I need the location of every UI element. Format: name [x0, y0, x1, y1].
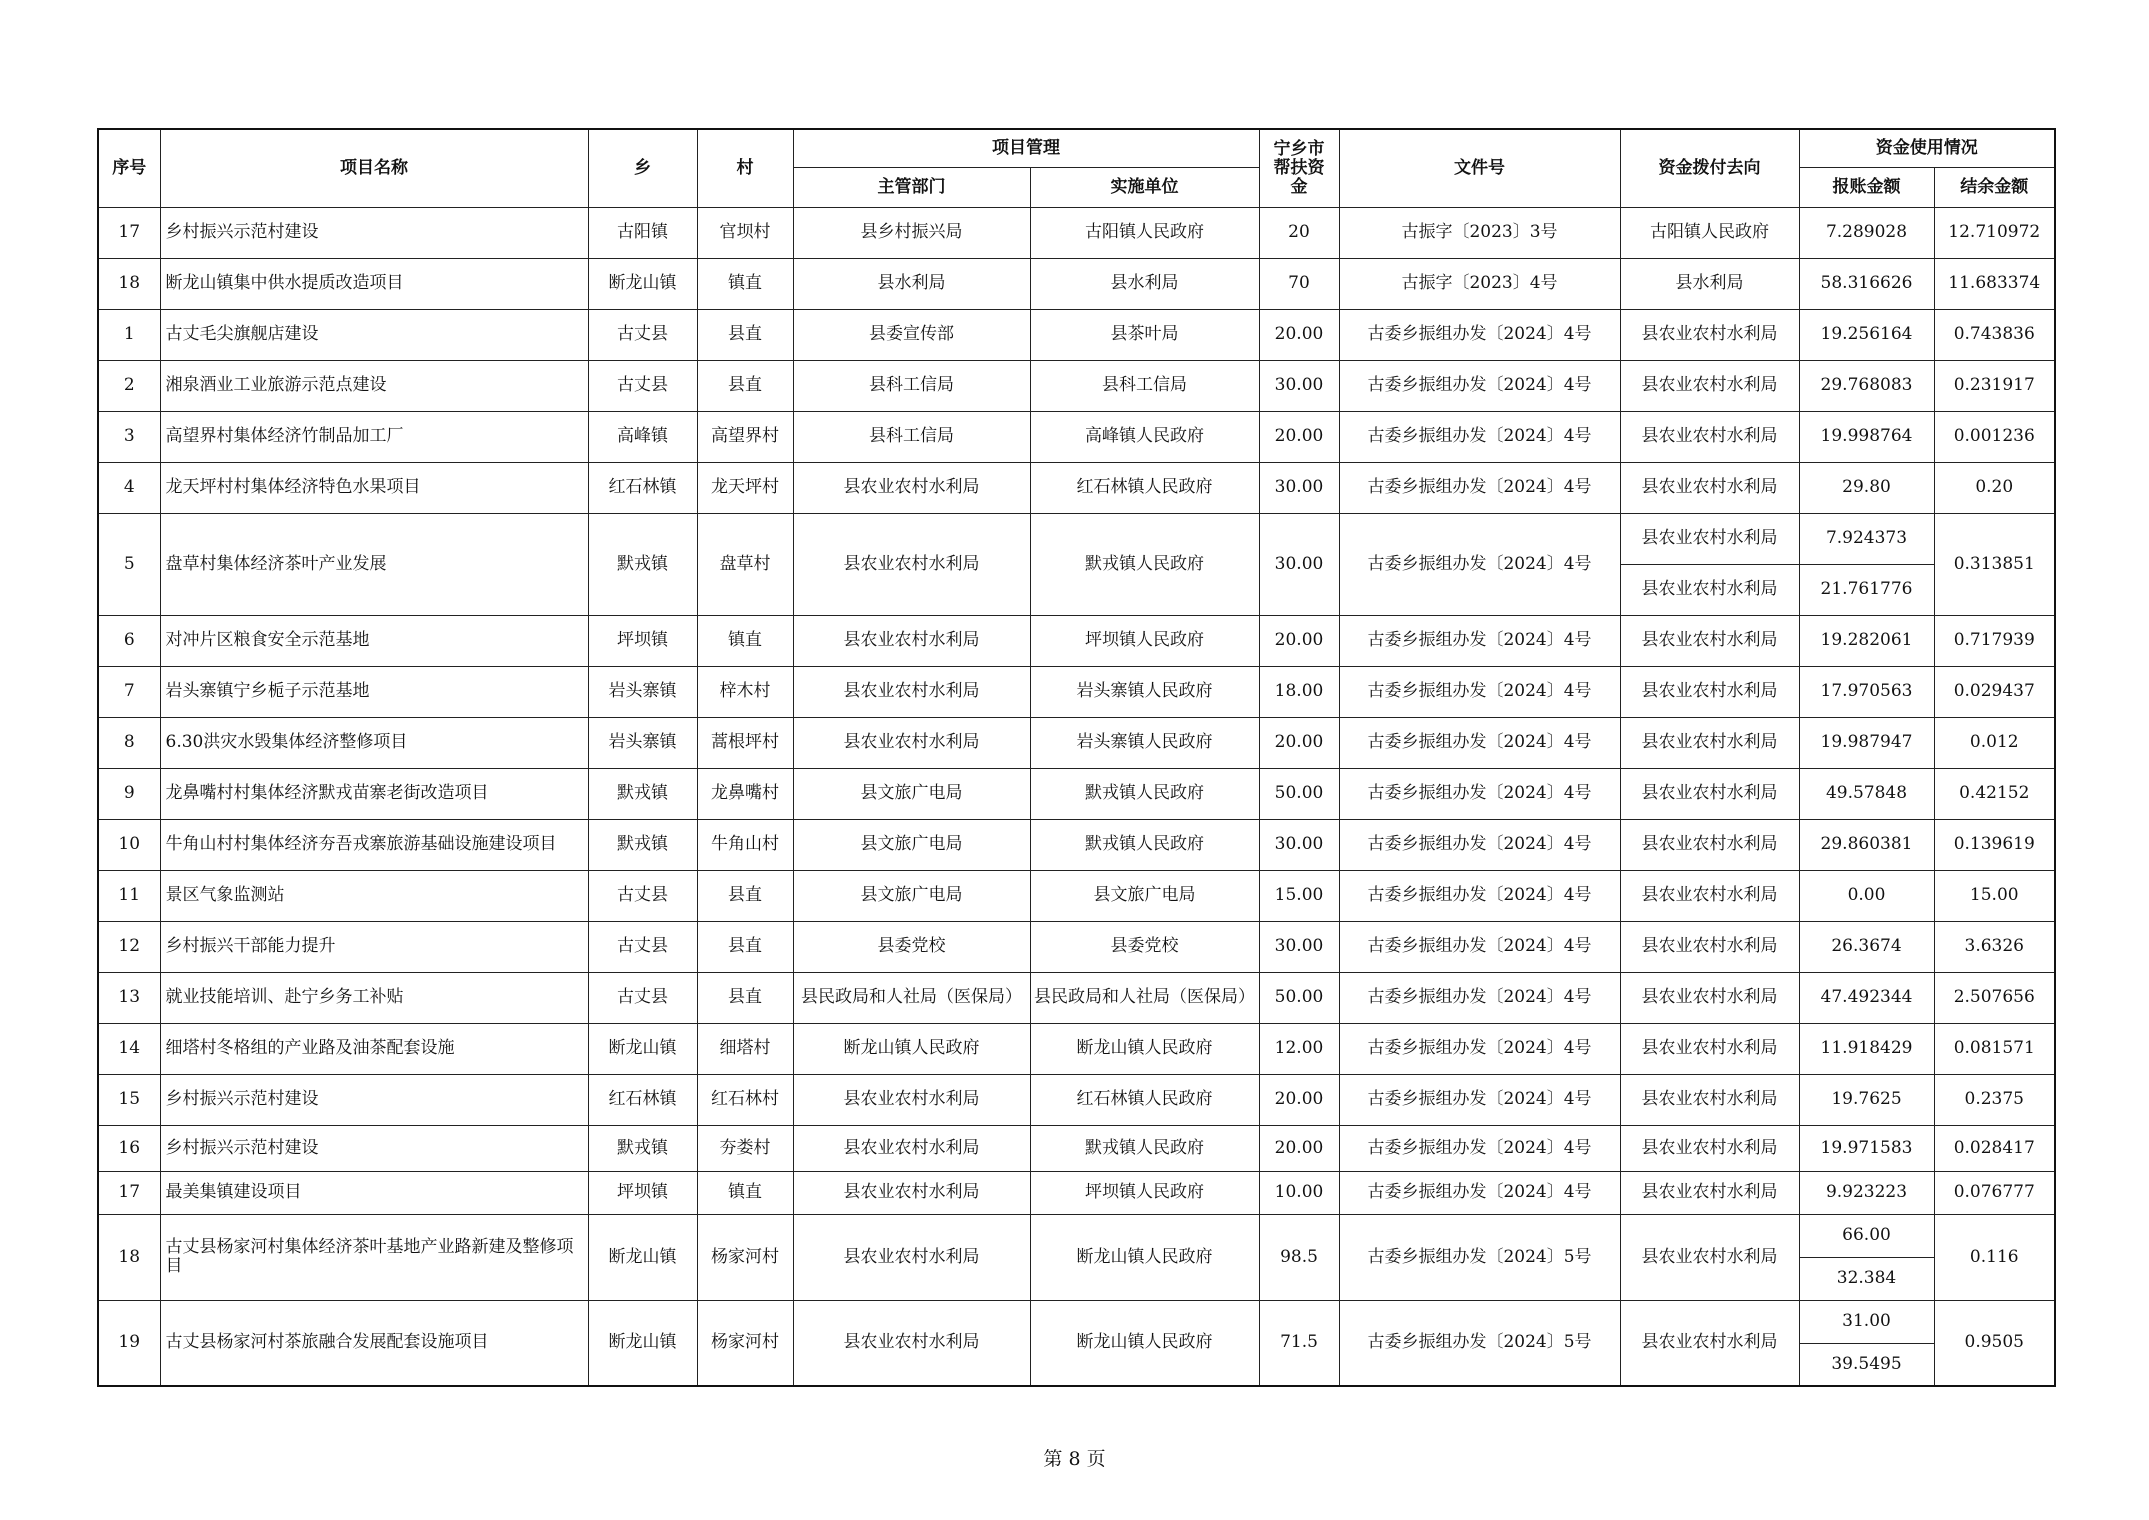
row-village: 镇直 — [697, 258, 793, 309]
row-implementing-unit: 断龙山镇人民政府 — [1030, 1214, 1259, 1300]
page-number: 第 8 页 — [1043, 1448, 1106, 1470]
row-township: 断龙山镇 — [588, 1300, 697, 1386]
row-department: 县乡村振兴局 — [793, 207, 1030, 258]
row-department: 县农业农村水利局 — [793, 1125, 1030, 1171]
row-department: 县科工信局 — [793, 360, 1030, 411]
row-balance-amount: 3.6326 — [1934, 921, 2055, 972]
row-balance-amount: 0.116 — [1934, 1214, 2055, 1300]
row-fund-destination: 县农业农村水利局 — [1620, 360, 1799, 411]
row-seq: 7 — [98, 666, 160, 717]
table-row — [98, 309, 2055, 360]
row-project-name: 最美集镇建设项目 — [160, 1171, 588, 1214]
row-project-name: 断龙山镇集中供水提质改造项目 — [160, 258, 588, 309]
row-paid-amount: 31.00 — [1799, 1300, 1934, 1343]
row-project-name: 乡村振兴示范村建设 — [160, 207, 588, 258]
row-balance-amount: 0.076777 — [1934, 1171, 2055, 1214]
row-balance-amount: 0.313851 — [1934, 513, 2055, 615]
row-seq: 5 — [98, 513, 160, 615]
row-project-name: 乡村振兴示范村建设 — [160, 1125, 588, 1171]
table-row — [98, 615, 2055, 666]
row-document-number: 古委乡振组办发〔2024〕4号 — [1339, 1171, 1620, 1214]
row-seq: 2 — [98, 360, 160, 411]
row-fund-destination: 县农业农村水利局 — [1620, 768, 1799, 819]
row-project-name: 乡村振兴干部能力提升 — [160, 921, 588, 972]
row-paid-amount: 58.316626 — [1799, 258, 1934, 309]
row-fund-destination: 县农业农村水利局 — [1620, 1171, 1799, 1214]
row-document-number: 古委乡振组办发〔2024〕4号 — [1339, 513, 1620, 615]
row-balance-amount: 0.42152 — [1934, 768, 2055, 819]
row-balance-amount: 2.507656 — [1934, 972, 2055, 1023]
row-paid-amount: 19.971583 — [1799, 1125, 1934, 1171]
row-paid-amount: 17.970563 — [1799, 666, 1934, 717]
row-seq: 12 — [98, 921, 160, 972]
row-township: 默戎镇 — [588, 513, 697, 615]
row-village: 县直 — [697, 360, 793, 411]
row-fund-destination: 县农业农村水利局 — [1620, 513, 1799, 564]
table-row — [98, 717, 2055, 768]
row-department: 县农业农村水利局 — [793, 1214, 1030, 1300]
row-fund-destination: 县农业农村水利局 — [1620, 870, 1799, 921]
row-village: 杨家河村 — [697, 1214, 793, 1300]
row-document-number: 古委乡振组办发〔2024〕4号 — [1339, 819, 1620, 870]
row-fund-destination: 县水利局 — [1620, 258, 1799, 309]
table-row — [98, 411, 2055, 462]
header-project-name: 项目名称 — [160, 129, 588, 207]
row-fund: 30.00 — [1259, 513, 1339, 615]
row-township: 古丈县 — [588, 921, 697, 972]
table-row — [98, 972, 2055, 1023]
row-township: 默戎镇 — [588, 819, 697, 870]
row-document-number: 古委乡振组办发〔2024〕4号 — [1339, 615, 1620, 666]
row-paid-amount: 19.256164 — [1799, 309, 1934, 360]
row-seq: 4 — [98, 462, 160, 513]
row-balance-amount: 0.231917 — [1934, 360, 2055, 411]
row-village: 龙鼻嘴村 — [697, 768, 793, 819]
row-department: 县农业农村水利局 — [793, 462, 1030, 513]
row-township: 古阳镇 — [588, 207, 697, 258]
row-document-number: 古振字〔2023〕3号 — [1339, 207, 1620, 258]
header-department: 主管部门 — [793, 167, 1030, 207]
row-document-number: 古委乡振组办发〔2024〕4号 — [1339, 1074, 1620, 1125]
row-fund-destination: 县农业农村水利局 — [1620, 972, 1799, 1023]
row-seq: 9 — [98, 768, 160, 819]
row-document-number: 古振字〔2023〕4号 — [1339, 258, 1620, 309]
row-village: 梓木村 — [697, 666, 793, 717]
header-project-management: 项目管理 — [793, 129, 1259, 167]
row-balance-amount: 0.717939 — [1934, 615, 2055, 666]
row-fund-destination: 县农业农村水利局 — [1620, 921, 1799, 972]
row-implementing-unit: 县茶叶局 — [1030, 309, 1259, 360]
row-township: 断龙山镇 — [588, 1023, 697, 1074]
row-township: 古丈县 — [588, 309, 697, 360]
row-document-number: 古委乡振组办发〔2024〕4号 — [1339, 870, 1620, 921]
row-department: 县农业农村水利局 — [793, 1300, 1030, 1386]
row-village: 牛角山村 — [697, 819, 793, 870]
row-paid-amount: 47.492344 — [1799, 972, 1934, 1023]
row-fund: 30.00 — [1259, 360, 1339, 411]
row-document-number: 古委乡振组办发〔2024〕4号 — [1339, 768, 1620, 819]
row-village: 盘草村 — [697, 513, 793, 615]
row-fund-destination: 县农业农村水利局 — [1620, 1214, 1799, 1300]
row-implementing-unit: 岩头寨镇人民政府 — [1030, 666, 1259, 717]
row-project-name: 湘泉酒业工业旅游示范点建设 — [160, 360, 588, 411]
row-seq: 16 — [98, 1125, 160, 1171]
row-paid-amount: 29.80 — [1799, 462, 1934, 513]
row-paid-amount: 19.987947 — [1799, 717, 1934, 768]
row-village: 县直 — [697, 870, 793, 921]
row-paid-amount: 49.57848 — [1799, 768, 1934, 819]
row-balance-amount: 0.2375 — [1934, 1074, 2055, 1125]
row-project-name: 牛角山村村集体经济夯吾戎寨旅游基础设施建设项目 — [160, 819, 588, 870]
header-document-number: 文件号 — [1339, 129, 1620, 207]
row-paid-amount: 7.289028 — [1799, 207, 1934, 258]
row-fund-destination: 县农业农村水利局 — [1620, 666, 1799, 717]
table-row — [98, 360, 2055, 411]
row-document-number: 古委乡振组办发〔2024〕5号 — [1339, 1300, 1620, 1386]
row-fund: 18.00 — [1259, 666, 1339, 717]
header-paid-amount: 报账金额 — [1799, 167, 1934, 207]
row-balance-amount: 0.9505 — [1934, 1300, 2055, 1386]
row-balance-amount: 12.710972 — [1934, 207, 2055, 258]
row-township: 高峰镇 — [588, 411, 697, 462]
row-township: 红石林镇 — [588, 462, 697, 513]
row-village: 镇直 — [697, 615, 793, 666]
row-project-name: 高望界村集体经济竹制品加工厂 — [160, 411, 588, 462]
header-fund-usage: 资金使用情况 — [1799, 129, 2055, 167]
row-fund: 70 — [1259, 258, 1339, 309]
row-seq: 1 — [98, 309, 160, 360]
row-village: 官坝村 — [697, 207, 793, 258]
row-fund: 20.00 — [1259, 1074, 1339, 1125]
table-row — [98, 768, 2055, 819]
row-document-number: 古委乡振组办发〔2024〕4号 — [1339, 462, 1620, 513]
table-row — [98, 1023, 2055, 1074]
row-implementing-unit: 县文旅广电局 — [1030, 870, 1259, 921]
row-department: 县水利局 — [793, 258, 1030, 309]
row-township: 古丈县 — [588, 870, 697, 921]
row-village: 县直 — [697, 309, 793, 360]
row-document-number: 古委乡振组办发〔2024〕4号 — [1339, 1125, 1620, 1171]
row-project-name: 就业技能培训、赴宁乡务工补贴 — [160, 972, 588, 1023]
header-village: 村 — [697, 129, 793, 207]
row-seq: 13 — [98, 972, 160, 1023]
row-implementing-unit: 断龙山镇人民政府 — [1030, 1023, 1259, 1074]
row-implementing-unit: 红石林镇人民政府 — [1030, 462, 1259, 513]
row-fund-destination: 县农业农村水利局 — [1620, 411, 1799, 462]
row-project-name: 古丈毛尖旗舰店建设 — [160, 309, 588, 360]
row-department: 县农业农村水利局 — [793, 1171, 1030, 1214]
row-fund-destination: 县农业农村水利局 — [1620, 309, 1799, 360]
row-balance-amount: 0.139619 — [1934, 819, 2055, 870]
row-project-name: 细塔村冬格组的产业路及油茶配套设施 — [160, 1023, 588, 1074]
row-township: 坪坝镇 — [588, 615, 697, 666]
row-seq: 11 — [98, 870, 160, 921]
row-fund: 20.00 — [1259, 309, 1339, 360]
row-seq: 18 — [98, 258, 160, 309]
row-department: 县农业农村水利局 — [793, 1074, 1030, 1125]
row-implementing-unit: 坪坝镇人民政府 — [1030, 615, 1259, 666]
row-township: 断龙山镇 — [588, 1214, 697, 1300]
table-row — [98, 1214, 2055, 1257]
row-project-name: 乡村振兴示范村建设 — [160, 1074, 588, 1125]
row-village: 蒿根坪村 — [697, 717, 793, 768]
table-row — [98, 870, 2055, 921]
row-department: 县科工信局 — [793, 411, 1030, 462]
row-document-number: 古委乡振组办发〔2024〕4号 — [1339, 309, 1620, 360]
row-balance-amount: 0.001236 — [1934, 411, 2055, 462]
row-fund: 20.00 — [1259, 717, 1339, 768]
row-township: 默戎镇 — [588, 1125, 697, 1171]
row-implementing-unit: 高峰镇人民政府 — [1030, 411, 1259, 462]
row-fund: 20.00 — [1259, 411, 1339, 462]
row-department: 县农业农村水利局 — [793, 615, 1030, 666]
row-department: 断龙山镇人民政府 — [793, 1023, 1030, 1074]
row-project-name: 龙鼻嘴村村集体经济默戎苗寨老街改造项目 — [160, 768, 588, 819]
row-fund: 30.00 — [1259, 462, 1339, 513]
row-township: 古丈县 — [588, 360, 697, 411]
table-row — [98, 513, 2055, 564]
row-document-number: 古委乡振组办发〔2024〕4号 — [1339, 666, 1620, 717]
row-seq: 18 — [98, 1214, 160, 1300]
row-township: 红石林镇 — [588, 1074, 697, 1125]
row-township: 默戎镇 — [588, 768, 697, 819]
row-implementing-unit: 县民政局和人社局（医保局） — [1030, 972, 1259, 1023]
row-project-name: 景区气象监测站 — [160, 870, 588, 921]
row-fund: 20.00 — [1259, 1125, 1339, 1171]
row-seq: 17 — [98, 1171, 160, 1214]
row-fund-destination: 县农业农村水利局 — [1620, 717, 1799, 768]
row-implementing-unit: 县委党校 — [1030, 921, 1259, 972]
row-paid-amount: 29.768083 — [1799, 360, 1934, 411]
row-document-number: 古委乡振组办发〔2024〕4号 — [1339, 1023, 1620, 1074]
row-village: 高望界村 — [697, 411, 793, 462]
row-township: 岩头寨镇 — [588, 717, 697, 768]
row-paid-amount: 11.918429 — [1799, 1023, 1934, 1074]
row-project-name: 古丈县杨家河村集体经济茶叶基地产业路新建及整修项目 — [160, 1214, 588, 1300]
row-paid-amount: 7.924373 — [1799, 513, 1934, 564]
row-implementing-unit: 岩头寨镇人民政府 — [1030, 717, 1259, 768]
row-fund: 10.00 — [1259, 1171, 1339, 1214]
row-department: 县农业农村水利局 — [793, 717, 1030, 768]
table-row — [98, 1125, 2055, 1171]
row-fund: 98.5 — [1259, 1214, 1339, 1300]
row-fund-destination: 古阳镇人民政府 — [1620, 207, 1799, 258]
table-row — [98, 1300, 2055, 1343]
row-project-name: 岩头寨镇宁乡栀子示范基地 — [160, 666, 588, 717]
row-document-number: 古委乡振组办发〔2024〕4号 — [1339, 972, 1620, 1023]
row-fund-destination: 县农业农村水利局 — [1620, 462, 1799, 513]
table-row — [98, 666, 2055, 717]
row-implementing-unit: 默戎镇人民政府 — [1030, 819, 1259, 870]
row-implementing-unit: 断龙山镇人民政府 — [1030, 1300, 1259, 1386]
row-fund-destination: 县农业农村水利局 — [1620, 1125, 1799, 1171]
row-seq: 10 — [98, 819, 160, 870]
row-balance-amount: 0.029437 — [1934, 666, 2055, 717]
row-department: 县文旅广电局 — [793, 768, 1030, 819]
row-project-name: 6.30洪灾水毁集体经济整修项目 — [160, 717, 588, 768]
header-seq: 序号 — [98, 129, 160, 207]
row-implementing-unit: 坪坝镇人民政府 — [1030, 1171, 1259, 1214]
row-implementing-unit: 红石林镇人民政府 — [1030, 1074, 1259, 1125]
row-village: 夯娄村 — [697, 1125, 793, 1171]
row-fund: 71.5 — [1259, 1300, 1339, 1386]
row-fund-destination: 县农业农村水利局 — [1620, 1023, 1799, 1074]
row-township: 岩头寨镇 — [588, 666, 697, 717]
row-department: 县委宣传部 — [793, 309, 1030, 360]
row-village: 红石林村 — [697, 1074, 793, 1125]
row-seq: 14 — [98, 1023, 160, 1074]
row-seq: 15 — [98, 1074, 160, 1125]
row-balance-amount: 0.20 — [1934, 462, 2055, 513]
header-fund-destination: 资金拨付去向 — [1620, 129, 1799, 207]
row-seq: 3 — [98, 411, 160, 462]
row-paid-amount: 9.923223 — [1799, 1171, 1934, 1214]
row-department: 县农业农村水利局 — [793, 666, 1030, 717]
row-village: 细塔村 — [697, 1023, 793, 1074]
row-document-number: 古委乡振组办发〔2024〕5号 — [1339, 1214, 1620, 1300]
table-row — [98, 1074, 2055, 1125]
row-fund: 15.00 — [1259, 870, 1339, 921]
row-village: 县直 — [697, 921, 793, 972]
header-fund: 宁乡市帮扶资金 — [1259, 129, 1339, 207]
row-project-name: 龙天坪村村集体经济特色水果项目 — [160, 462, 588, 513]
row-village: 龙天坪村 — [697, 462, 793, 513]
row-seq: 8 — [98, 717, 160, 768]
table-row — [98, 258, 2055, 309]
row-fund-destination: 县农业农村水利局 — [1620, 564, 1799, 615]
table-body — [98, 207, 2055, 1386]
row-balance-amount: 15.00 — [1934, 870, 2055, 921]
row-paid-amount: 29.860381 — [1799, 819, 1934, 870]
row-fund-destination: 县农业农村水利局 — [1620, 1074, 1799, 1125]
row-paid-amount: 0.00 — [1799, 870, 1934, 921]
fund-usage-table — [97, 128, 2056, 1387]
row-department: 县委党校 — [793, 921, 1030, 972]
row-project-name: 古丈县杨家河村茶旅融合发展配套设施项目 — [160, 1300, 588, 1386]
row-paid-amount: 32.384 — [1799, 1257, 1934, 1300]
row-paid-amount: 39.5495 — [1799, 1343, 1934, 1386]
table-row — [98, 207, 2055, 258]
header-township: 乡 — [588, 129, 697, 207]
row-fund: 50.00 — [1259, 972, 1339, 1023]
row-paid-amount: 19.7625 — [1799, 1074, 1934, 1125]
row-document-number: 古委乡振组办发〔2024〕4号 — [1339, 921, 1620, 972]
row-implementing-unit: 默戎镇人民政府 — [1030, 513, 1259, 615]
row-paid-amount: 19.282061 — [1799, 615, 1934, 666]
table-row — [98, 1171, 2055, 1214]
row-seq: 19 — [98, 1300, 160, 1386]
row-village: 镇直 — [697, 1171, 793, 1214]
row-fund: 12.00 — [1259, 1023, 1339, 1074]
row-village: 县直 — [697, 972, 793, 1023]
row-department: 县文旅广电局 — [793, 870, 1030, 921]
row-document-number: 古委乡振组办发〔2024〕4号 — [1339, 360, 1620, 411]
row-department: 县文旅广电局 — [793, 819, 1030, 870]
row-seq: 6 — [98, 615, 160, 666]
row-township: 断龙山镇 — [588, 258, 697, 309]
row-project-name: 对冲片区粮食安全示范基地 — [160, 615, 588, 666]
row-paid-amount: 66.00 — [1799, 1214, 1934, 1257]
row-fund: 30.00 — [1259, 819, 1339, 870]
row-fund: 50.00 — [1259, 768, 1339, 819]
row-paid-amount: 21.761776 — [1799, 564, 1934, 615]
row-balance-amount: 0.028417 — [1934, 1125, 2055, 1171]
table-header — [98, 129, 2055, 207]
row-fund: 30.00 — [1259, 921, 1339, 972]
row-balance-amount: 11.683374 — [1934, 258, 2055, 309]
row-fund: 20 — [1259, 207, 1339, 258]
table-row — [98, 819, 2055, 870]
row-fund-destination: 县农业农村水利局 — [1620, 1300, 1799, 1386]
row-fund-destination: 县农业农村水利局 — [1620, 615, 1799, 666]
table-row — [98, 921, 2055, 972]
row-paid-amount: 26.3674 — [1799, 921, 1934, 972]
row-implementing-unit: 默戎镇人民政府 — [1030, 768, 1259, 819]
row-balance-amount: 0.012 — [1934, 717, 2055, 768]
row-balance-amount: 0.081571 — [1934, 1023, 2055, 1074]
row-balance-amount: 0.743836 — [1934, 309, 2055, 360]
row-village: 杨家河村 — [697, 1300, 793, 1386]
row-department: 县农业农村水利局 — [793, 513, 1030, 615]
row-implementing-unit: 县水利局 — [1030, 258, 1259, 309]
table-row — [98, 462, 2055, 513]
header-balance-amount: 结余金额 — [1934, 167, 2055, 207]
row-paid-amount: 19.998764 — [1799, 411, 1934, 462]
row-fund: 20.00 — [1259, 615, 1339, 666]
row-document-number: 古委乡振组办发〔2024〕4号 — [1339, 717, 1620, 768]
row-document-number: 古委乡振组办发〔2024〕4号 — [1339, 411, 1620, 462]
row-seq: 17 — [98, 207, 160, 258]
row-department: 县民政局和人社局（医保局） — [793, 972, 1030, 1023]
row-project-name: 盘草村集体经济茶叶产业发展 — [160, 513, 588, 615]
header-implementing-unit: 实施单位 — [1030, 167, 1259, 207]
row-implementing-unit: 县科工信局 — [1030, 360, 1259, 411]
row-implementing-unit: 古阳镇人民政府 — [1030, 207, 1259, 258]
row-township: 坪坝镇 — [588, 1171, 697, 1214]
row-township: 古丈县 — [588, 972, 697, 1023]
row-implementing-unit: 默戎镇人民政府 — [1030, 1125, 1259, 1171]
row-fund-destination: 县农业农村水利局 — [1620, 819, 1799, 870]
